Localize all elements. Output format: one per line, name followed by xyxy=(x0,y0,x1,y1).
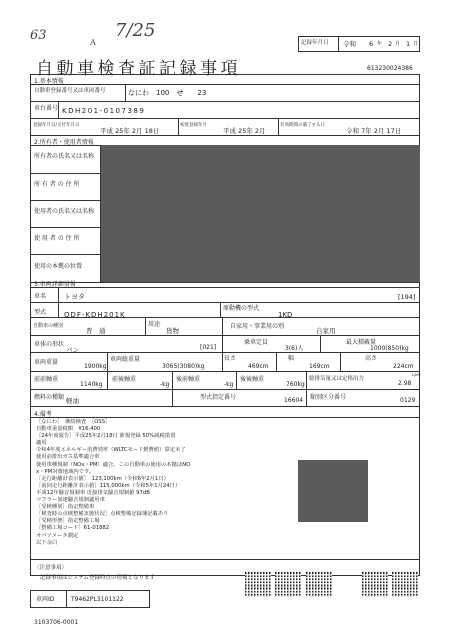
handwritten-note: A xyxy=(90,38,96,47)
remark-line: 使用前排出ガス基準適合車 xyxy=(36,454,100,461)
remarks-list xyxy=(36,420,276,548)
displacement-value: 2.98 xyxy=(398,380,412,387)
vehicle-id-value: T9462PL3101122 xyxy=(71,596,124,603)
displacement-label: 総排気量又は定格出力 xyxy=(309,376,365,382)
record-date-day: 1 xyxy=(406,40,411,48)
remark-line: 平成12年騒音規制車 近接排気騒音規制値 97dB xyxy=(36,489,150,496)
maker-value: トヨタ xyxy=(64,293,85,301)
type-approval-value: 16604 xyxy=(284,397,304,404)
capacity-value: 3(6)人 xyxy=(285,345,304,352)
business-label: 自家用・事業用の別 xyxy=(230,323,285,330)
footer-code: 3103706-0001 xyxy=(34,619,79,626)
remark-line: 自動車重量税額 ¥16,400 xyxy=(36,426,101,433)
remark-line: マフラー加速騒音規制適用車 xyxy=(36,497,105,504)
user-name-label: 使用者の氏名又は名称 xyxy=(34,208,95,215)
vehicle-id-label: 車両ID xyxy=(36,596,55,603)
reg-number-label: 自動車登録番号又は車両番号 xyxy=(34,88,106,94)
type-approval-label: 型式指定番号 xyxy=(200,394,237,401)
body-code: [021] xyxy=(200,344,217,351)
user-address-label: 使 用 者 の 住 所 xyxy=(34,235,80,242)
body-value: バン xyxy=(66,346,79,354)
weight-label: 車両重量 xyxy=(34,359,59,366)
handwritten-note: 7/25 xyxy=(115,20,156,41)
weight-value: 1900kg xyxy=(84,363,107,370)
kind-value: 普 通 xyxy=(86,327,106,335)
expiry-value: 令和 7年 2月 17日 xyxy=(346,127,402,135)
reg-number-value: なにわ 100 せ 23 xyxy=(128,89,207,97)
body-label: 車体の形状 xyxy=(34,341,65,348)
remark-line: 使用車種規制（NOx・PM）適合。この自動車の使用の本拠はNO xyxy=(36,461,191,468)
notice-heading: 〈注意事項〉 xyxy=(34,565,68,571)
qr-code-1 xyxy=(245,571,271,597)
rr-axle-value: 760kg xyxy=(286,381,305,388)
width-label: 幅 xyxy=(288,355,295,362)
rr-axle-label: 後後軸重 xyxy=(240,376,265,383)
fr-axle-value: -kg xyxy=(160,381,170,388)
vin-value: KDH201-0107389 xyxy=(62,107,146,115)
model-label: 型式 xyxy=(34,309,47,316)
remark-line: ［受検形態］指定整備工場 xyxy=(36,518,100,525)
section-heading: 2.所有者・使用者情報 xyxy=(34,139,94,146)
remark-line: ［なにわ］ 継続検査 ［OSS］ xyxy=(36,419,111,425)
gvw-label: 車両総重量 xyxy=(110,356,141,363)
ff-axle-label: 前前軸重 xyxy=(34,376,59,383)
remark-line: ［走行距離計表示値］ 123,100km（令和6年2月1日） xyxy=(36,475,169,482)
remark-line: 以下余白 xyxy=(36,539,58,546)
height-value: 224cm xyxy=(393,363,414,370)
length-value: 469cm xyxy=(248,363,269,370)
fuel-label: 燃料の種類 xyxy=(34,394,65,401)
remark-line: ［整備工場コード］61-01882 xyxy=(36,525,110,532)
fr-axle-label: 前後軸重 xyxy=(112,376,137,383)
qr-code-4 xyxy=(362,571,388,597)
rf-axle-label: 後前軸重 xyxy=(176,376,201,383)
max-load-label: 最大積載量 xyxy=(346,339,377,346)
height-label: 高さ xyxy=(365,355,378,362)
owner-address-label: 所 有 者 の 住 所 xyxy=(34,181,80,188)
record-date-label: 記録年月日 xyxy=(301,40,329,46)
page-title: 自動車検査証記録事項 xyxy=(36,59,241,79)
capacity-label: 乗車定員 xyxy=(244,339,269,346)
kind-label: 自動車の種別 xyxy=(33,323,64,329)
displacement-unit: L/kW xyxy=(412,373,421,377)
record-date-month: 2 xyxy=(388,40,393,48)
notice-text: 記録事項はシステム登録時点の情報となります xyxy=(40,575,155,581)
business-value: 自家用 xyxy=(316,327,336,335)
first-year-label: 初度登録年月 xyxy=(180,123,207,128)
ff-axle-value: 1140kg xyxy=(80,381,103,388)
remark-line: オパソメータ測定 xyxy=(36,532,79,539)
qr-code-3 xyxy=(306,571,332,597)
engine-label: 原動機の型式 xyxy=(223,305,260,312)
first-reg-label: 登録年月日/交付年月日 xyxy=(33,123,80,128)
length-label: 長さ xyxy=(224,355,237,362)
fuel-value: 軽油 xyxy=(66,397,79,405)
vin-label: 車台番号 xyxy=(34,105,59,112)
width-value: 169cm xyxy=(309,363,330,370)
gvw-value: 3065(3080)kg xyxy=(162,363,205,370)
category-label: 類別区分番号 xyxy=(310,394,347,401)
remark-line: x・PM対策地域内です。 xyxy=(36,468,95,475)
use-label: 用途 xyxy=(148,321,161,328)
remark-line: ［前回走行距離計表示値］115,000km（令和5年1月24日） xyxy=(36,482,181,489)
remark-line: 適用 xyxy=(36,440,47,447)
section-heading: 1.基本情報 xyxy=(34,78,64,85)
model-value: QDF-KDH201K xyxy=(64,311,126,319)
qr-code-5 xyxy=(392,571,418,597)
maker-code: [194] xyxy=(398,293,416,301)
maker-label: 車名 xyxy=(34,293,47,300)
use-value: 貨物 xyxy=(166,327,179,335)
doc-number: 613230024386 xyxy=(367,65,413,72)
first-reg-value: 平成 25年 2月 18日 xyxy=(100,127,160,135)
section-heading: 4.備考 xyxy=(34,411,52,418)
first-year-value: 平成 25年 2月 xyxy=(223,127,266,135)
rf-axle-value: -kg xyxy=(224,381,234,388)
engine-value: 1KD xyxy=(278,311,293,319)
section-heading: 3.車両詳細情報 xyxy=(34,281,76,288)
redacted-owner-info xyxy=(101,145,420,282)
category-value: 0129 xyxy=(400,397,416,404)
qr-code-2 xyxy=(275,571,301,597)
remark-line: ［受検種別］指定整備車 xyxy=(36,504,95,511)
remark-line: ［24年度報告］平成25年2月18日 新規登録 50%減税措置 xyxy=(36,433,176,440)
remark-line: ［検査時の点検整備実施状況］点検整備記録簿記載あり xyxy=(36,511,169,518)
base-location-label: 使用の本拠の位置 xyxy=(34,263,83,270)
redacted-stamp xyxy=(298,460,368,522)
remark-line: 令和4年度エネルギー消費効率（WLTCモード燃費値）算定未了 xyxy=(36,447,186,454)
owner-name-label: 所有者の氏名又は名称 xyxy=(34,153,95,160)
expiry-label: 有効期間の満了する日 xyxy=(280,123,325,128)
record-date-era: 令和 xyxy=(343,40,356,48)
record-date-year: 6 xyxy=(369,40,374,48)
max-load-value: 1000(850)kg xyxy=(370,345,409,352)
handwritten-note: 63 xyxy=(30,28,47,43)
